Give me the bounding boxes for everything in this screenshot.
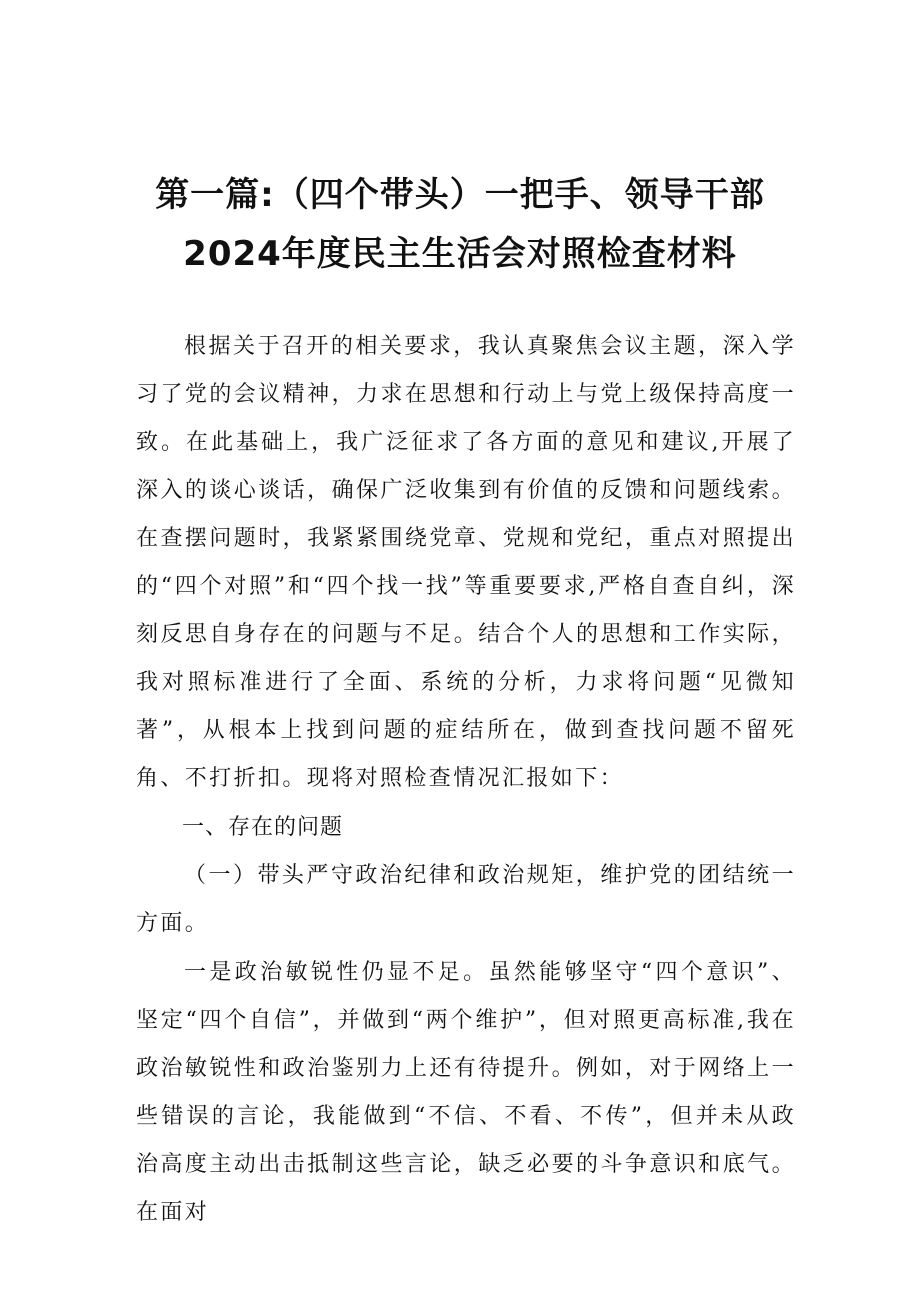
document-title-line-2: 2024年度民主生活会对照检查材料 xyxy=(183,234,737,274)
point-one-paragraph: 一是政治敏锐性仍显不足。虽然能够坚守“四个意识”、坚定“四个自信”，并做到“两个维护”，但对照更高标准,我在政治敏锐性和政治鉴别力上还有待提升。例如，对于网络上一些错误的言论，我能做到“不信、不看、不传”，但并未从政治高度主动出击抵制这些言论，缺乏必要的斗争意识和底气。在面对 xyxy=(136,960,796,1225)
intro-paragraph: 根据关于召开的相关要求，我认真聚焦会议主题，深入学习了党的会议精神，力求在思想和行动上与党上级保持高度一致。在此基础上，我广泛征求了各方面的意见和建议,开展了深入的谈心谈话，确保广泛收集到有价值的反馈和问题线索。在查摆问题时，我紧紧围绕党章、党规和党纪，重点对照提出的“四个对照”和“四个找一找”等重要要求,严格自查自纠，深刻反思自身存在的问题与不足。结合个人的思想和工作实际，我对照标准进行了全面、系统的分析，力求将问题“见微知著”，从根本上找到问题的症结所在，做到查找问题不留死角、不打折扣。现将对照检查情况汇报如下： xyxy=(136,334,796,791)
subsection-paragraph: （一）带头严守政治纪律和政治规矩，维护党的团结统一方面。 xyxy=(136,863,796,936)
document-title-line-1: 第一篇:（四个带头）一把手、领导干部 xyxy=(155,175,765,215)
section-heading: 一、存在的问题 xyxy=(182,815,344,840)
